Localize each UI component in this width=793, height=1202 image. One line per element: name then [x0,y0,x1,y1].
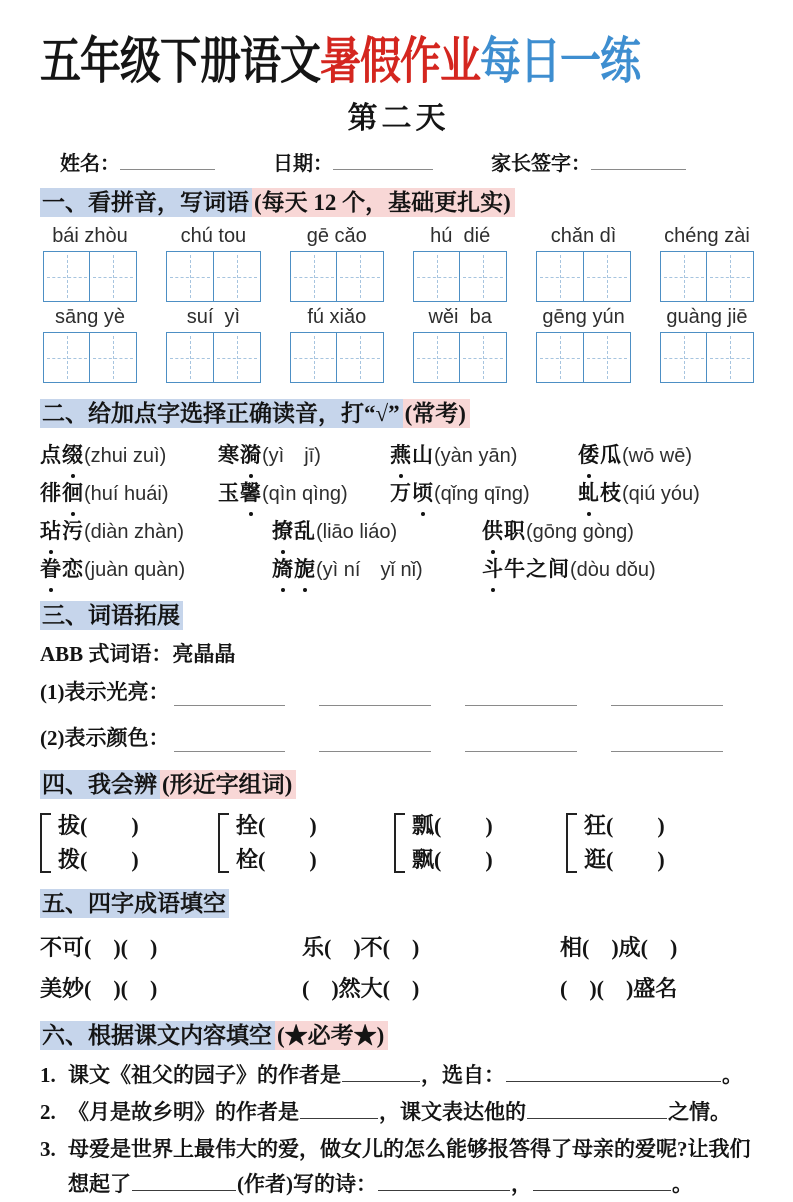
item-text: 母爱是世界上最伟大的爱，做女儿的怎么能够报答得了母亲的爱呢?让我们想起了 [68,1137,751,1197]
word-char: 职 [504,518,526,543]
reading-options[interactable]: (diàn zhàn) [84,520,185,543]
dotted-word [40,481,84,505]
word-char: 斗 [482,551,504,588]
word-char: 供 [482,513,504,550]
answer-blank[interactable] [465,683,577,706]
idiom-row [40,968,757,1009]
reading-options[interactable]: (yàn yān) [434,444,518,467]
section6-heading-note: (★必考★) [275,1021,388,1050]
name-label: 姓名： [60,153,120,176]
day-subtitle: 第二天 [347,102,450,136]
date-blank[interactable] [333,148,433,170]
pronunciation-row [40,475,757,513]
bracket-shape [566,813,577,873]
pinyin-label: suí yì [186,306,241,329]
pinyin-label: sāng yè [54,306,126,329]
comprehension-item [40,1095,757,1130]
pronunciation-choice-block [40,437,757,589]
reading-options[interactable]: (qiú yóu) [622,482,700,505]
section4-heading-main: 四、我会辨 [40,770,160,799]
character-writing-cell[interactable] [213,251,261,302]
character-writing-cell[interactable] [290,332,338,383]
pronunciation-item[interactable] [218,437,390,475]
pinyin-label: gē cǎo [306,225,367,248]
dotted-word [218,481,262,505]
dotted-word [272,557,316,581]
character-writing-pair [536,251,630,302]
word-char: 恋 [62,556,84,581]
answer-blank[interactable] [527,1096,667,1119]
page-title [40,26,757,89]
pinyin-label: fú xiǎo [307,306,367,329]
dotted-word [218,443,262,467]
word-char: 馨 [240,475,262,512]
character-writing-pair [166,251,260,302]
section1-heading-main: 一、看拼音，写词语 [40,188,252,217]
reading-options[interactable]: (juàn quàn) [84,558,186,581]
parent-sign-field [491,147,686,176]
character-writing-cell[interactable] [166,251,214,302]
pinyin-word-column [534,306,634,383]
similar-char-entry[interactable]: 飘( ) [412,847,493,873]
similar-char-entry[interactable]: 拴( ) [236,813,317,839]
character-writing-pair [536,332,630,383]
word-char: 漪 [240,437,262,474]
idiom-fill-block [40,927,757,1009]
word-char: 点 [40,442,62,467]
item-number: 2. [40,1100,56,1125]
pronunciation-item[interactable] [40,475,218,513]
item-number: 3. [40,1137,56,1162]
word-char: 万 [390,480,412,505]
word-char: 玉 [218,480,240,505]
similar-char-entry[interactable]: 拔( ) [58,813,139,839]
pinyin-word-column [534,225,634,302]
pinyin-word-column [657,225,757,302]
answer-blank[interactable] [506,1059,721,1082]
pinyin-word-column [287,306,387,383]
character-writing-cell[interactable] [413,332,461,383]
character-writing-cell[interactable] [583,332,631,383]
section4-heading-note: (形近字组词) [160,770,296,799]
pronunciation-item[interactable] [40,437,218,475]
section6-heading-main: 六、根据课文内容填空 [40,1021,275,1050]
word-char: 旖 [272,551,294,588]
pinyin-label: hú dié [430,225,491,248]
answer-blank[interactable] [132,1168,236,1191]
dotted-word [40,519,84,543]
pinyin-word-column [410,225,510,302]
similar-char-group [218,809,394,877]
section4-heading [40,768,757,801]
reading-options[interactable]: (yì jī) [262,444,321,467]
dotted-word [40,443,84,467]
comprehension-item [40,1132,757,1202]
idiom-fill-item[interactable]: ( )( )盛名 [560,975,678,1001]
similar-char-group [394,809,566,877]
character-writing-cell[interactable] [213,332,261,383]
word-char: 寒 [218,442,240,467]
section3-heading [40,599,757,632]
answer-blank[interactable] [319,683,431,706]
date-label: 日期： [273,153,333,176]
pinyin-label: guàng jiē [666,306,748,329]
item-text: ，选自： [421,1063,505,1088]
item-text: 之情。 [668,1100,731,1125]
word-char: 瓜 [600,442,622,467]
pronunciation-item[interactable] [272,551,482,589]
answer-blank[interactable] [465,729,577,752]
word-char: 枝 [600,480,622,505]
character-writing-cell[interactable] [660,251,708,302]
word-char: 眷 [40,551,62,588]
info-bar [60,147,757,176]
pronunciation-item[interactable] [218,475,390,513]
pronunciation-item[interactable] [578,475,757,513]
reading-options[interactable]: (qìn qìng) [262,482,348,505]
pinyin-word-column [40,306,140,383]
character-writing-cell[interactable] [459,251,507,302]
pronunciation-item[interactable] [40,551,272,589]
item-text: 课文《祖父的园子》的作者是 [68,1063,341,1088]
similar-char-group [566,809,757,877]
reading-options[interactable]: (yì ní yǐ nǐ) [316,558,423,581]
parent-sign-blank[interactable] [591,148,686,170]
answer-blank[interactable] [533,1168,671,1191]
pinyin-writing-grid-block [40,225,757,383]
similar-char-entry[interactable]: 拨( ) [58,847,139,873]
word-expansion-label: (1)表示光亮： [40,680,170,705]
item-text: (作者)写的诗： [237,1172,377,1197]
answer-blank[interactable] [174,729,286,752]
character-writing-cell[interactable] [660,332,708,383]
character-writing-cell[interactable] [706,251,754,302]
section6-heading [40,1019,757,1052]
character-writing-pair [660,251,754,302]
character-writing-cell[interactable] [459,332,507,383]
character-writing-pair [166,332,260,383]
dotted-word [390,481,434,505]
pinyin-label: bái zhòu [52,225,128,248]
pronunciation-item[interactable] [578,437,757,475]
character-writing-pair [413,251,507,302]
item-text: 。 [672,1172,693,1197]
pinyin-word-column [410,306,510,383]
section2-heading-main: 二、给加点字选择正确读音，打“√” [40,399,403,428]
name-field [60,147,215,176]
pinyin-word-column [163,306,263,383]
answer-blank[interactable] [174,683,286,706]
dotted-word [578,481,622,505]
dotted-word [272,519,316,543]
character-writing-pair [290,332,384,383]
word-char: 虬 [578,475,600,512]
pronunciation-row [40,513,757,551]
idiom-fill-item[interactable]: 不可( )( ) [40,934,158,960]
character-writing-cell[interactable] [43,332,91,383]
item-number: 1. [40,1063,56,1088]
word-expansion-block [40,676,757,752]
word-char: 旎 [294,551,316,588]
word-char: 徘 [40,480,62,505]
pinyin-row [40,225,757,302]
word-char: 之 [526,556,548,581]
word-char: 燕 [390,437,412,474]
dotted-word [578,443,622,467]
similar-char-entry[interactable]: 逛( ) [584,847,665,873]
parent-sign-label: 家长签字： [491,153,591,176]
section2-heading-note: (常考) [403,399,470,428]
word-char: 玷 [40,513,62,550]
pronunciation-item[interactable] [390,437,578,475]
word-char: 间 [548,556,570,581]
item-text: 《月是故乡明》的作者是 [68,1100,299,1125]
word-char: 山 [412,442,434,467]
word-char: 乱 [294,518,316,543]
idiom-fill-item[interactable]: 相( )成( ) [560,934,678,960]
character-writing-cell[interactable] [536,251,584,302]
idiom-row [40,927,757,968]
name-blank[interactable] [120,148,215,170]
pinyin-label: chéng zài [664,225,750,248]
section1-heading [40,186,757,219]
word-char: 徊 [62,475,84,512]
pinyin-label: gēng yún [542,306,625,329]
section5-heading-main: 五、四字成语填空 [40,889,229,918]
answer-blank[interactable] [611,683,723,706]
item-text: ，课文表达他的 [379,1100,526,1125]
word-char: 缀 [62,437,84,474]
dotted-word [390,443,434,467]
bracket-shape [394,813,405,873]
pinyin-word-column [163,225,263,302]
section2-heading [40,397,757,430]
item-text: 。 [722,1063,743,1088]
character-writing-cell[interactable] [43,251,91,302]
word-char: 顷 [412,475,434,512]
section5-heading [40,887,757,920]
similar-char-group [40,809,218,877]
idiom-fill-item[interactable]: 乐( )不( ) [302,934,420,960]
similar-characters-block [40,809,757,877]
character-writing-cell[interactable] [290,251,338,302]
pinyin-word-column [657,306,757,383]
dotted-word [40,557,84,581]
pronunciation-row [40,437,757,475]
character-writing-pair [660,332,754,383]
character-writing-cell[interactable] [336,251,384,302]
character-writing-cell[interactable] [536,332,584,383]
text-comprehension-block [40,1058,757,1202]
word-expansion-line [40,722,757,752]
pronunciation-item[interactable] [390,475,578,513]
character-writing-cell[interactable] [413,251,461,302]
dotted-word [482,557,570,581]
word-char: 倭 [578,437,600,474]
word-char: 污 [62,518,84,543]
similar-char-entry[interactable]: 栓( ) [236,847,317,873]
pinyin-word-column [287,225,387,302]
bracket-shape [218,813,229,873]
character-writing-cell[interactable] [89,251,137,302]
character-writing-cell[interactable] [583,251,631,302]
idiom-fill-item[interactable]: ( )然大( ) [302,975,420,1001]
date-field [273,147,433,176]
similar-char-entry[interactable]: 狂( ) [584,813,665,839]
character-writing-cell[interactable] [89,332,137,383]
pinyin-word-column [40,225,140,302]
answer-blank[interactable] [300,1096,378,1119]
reading-options[interactable]: (zhui zuì) [84,444,167,467]
abb-example: ABB 式词语：亮晶晶 [40,642,236,667]
word-expansion-label: (2)表示颜色： [40,726,170,751]
character-writing-pair [413,332,507,383]
character-writing-cell[interactable] [336,332,384,383]
reading-options[interactable]: (gōng gòng) [526,520,634,543]
section3-heading-main: 三、词语拓展 [40,601,183,630]
character-writing-pair [290,251,384,302]
character-writing-cell[interactable] [166,332,214,383]
pinyin-row [40,306,757,383]
title-grade: 五年级下册语文 [40,32,320,89]
reading-options[interactable]: (wō wē) [622,444,693,467]
character-writing-pair [43,332,137,383]
answer-blank[interactable] [319,729,431,752]
pronunciation-item[interactable] [272,513,482,551]
pronunciation-item[interactable] [482,513,757,551]
pronunciation-row [40,551,757,589]
pronunciation-item[interactable] [40,513,272,551]
reading-options[interactable]: (huí huái) [84,482,169,505]
dotted-word [482,519,526,543]
word-char: 撩 [272,513,294,550]
item-text: ， [511,1172,532,1197]
title-daily: 每日一练 [480,32,640,89]
similar-char-entry[interactable]: 瓢( ) [412,813,493,839]
section1-heading-note: (每天 12 个，基础更扎实) [252,188,515,217]
comprehension-item [40,1058,757,1093]
pinyin-label: chú tou [180,225,247,248]
pronunciation-item[interactable] [482,551,757,589]
answer-blank[interactable] [611,729,723,752]
reading-options[interactable]: (liāo liáo) [316,520,398,543]
reading-options[interactable]: (qǐng qīng) [434,482,530,505]
character-writing-cell[interactable] [706,332,754,383]
reading-options[interactable]: (dòu dǒu) [570,558,656,581]
pinyin-label: chǎn dì [550,225,617,248]
word-expansion-line [40,676,757,706]
character-writing-pair [43,251,137,302]
answer-blank[interactable] [378,1168,510,1191]
pinyin-label: wěi ba [428,306,492,329]
idiom-fill-item[interactable]: 美妙( )( ) [40,975,158,1001]
bracket-shape [40,813,51,873]
answer-blank[interactable] [342,1059,420,1082]
word-char: 牛 [504,556,526,581]
title-homework: 暑假作业 [320,32,480,89]
